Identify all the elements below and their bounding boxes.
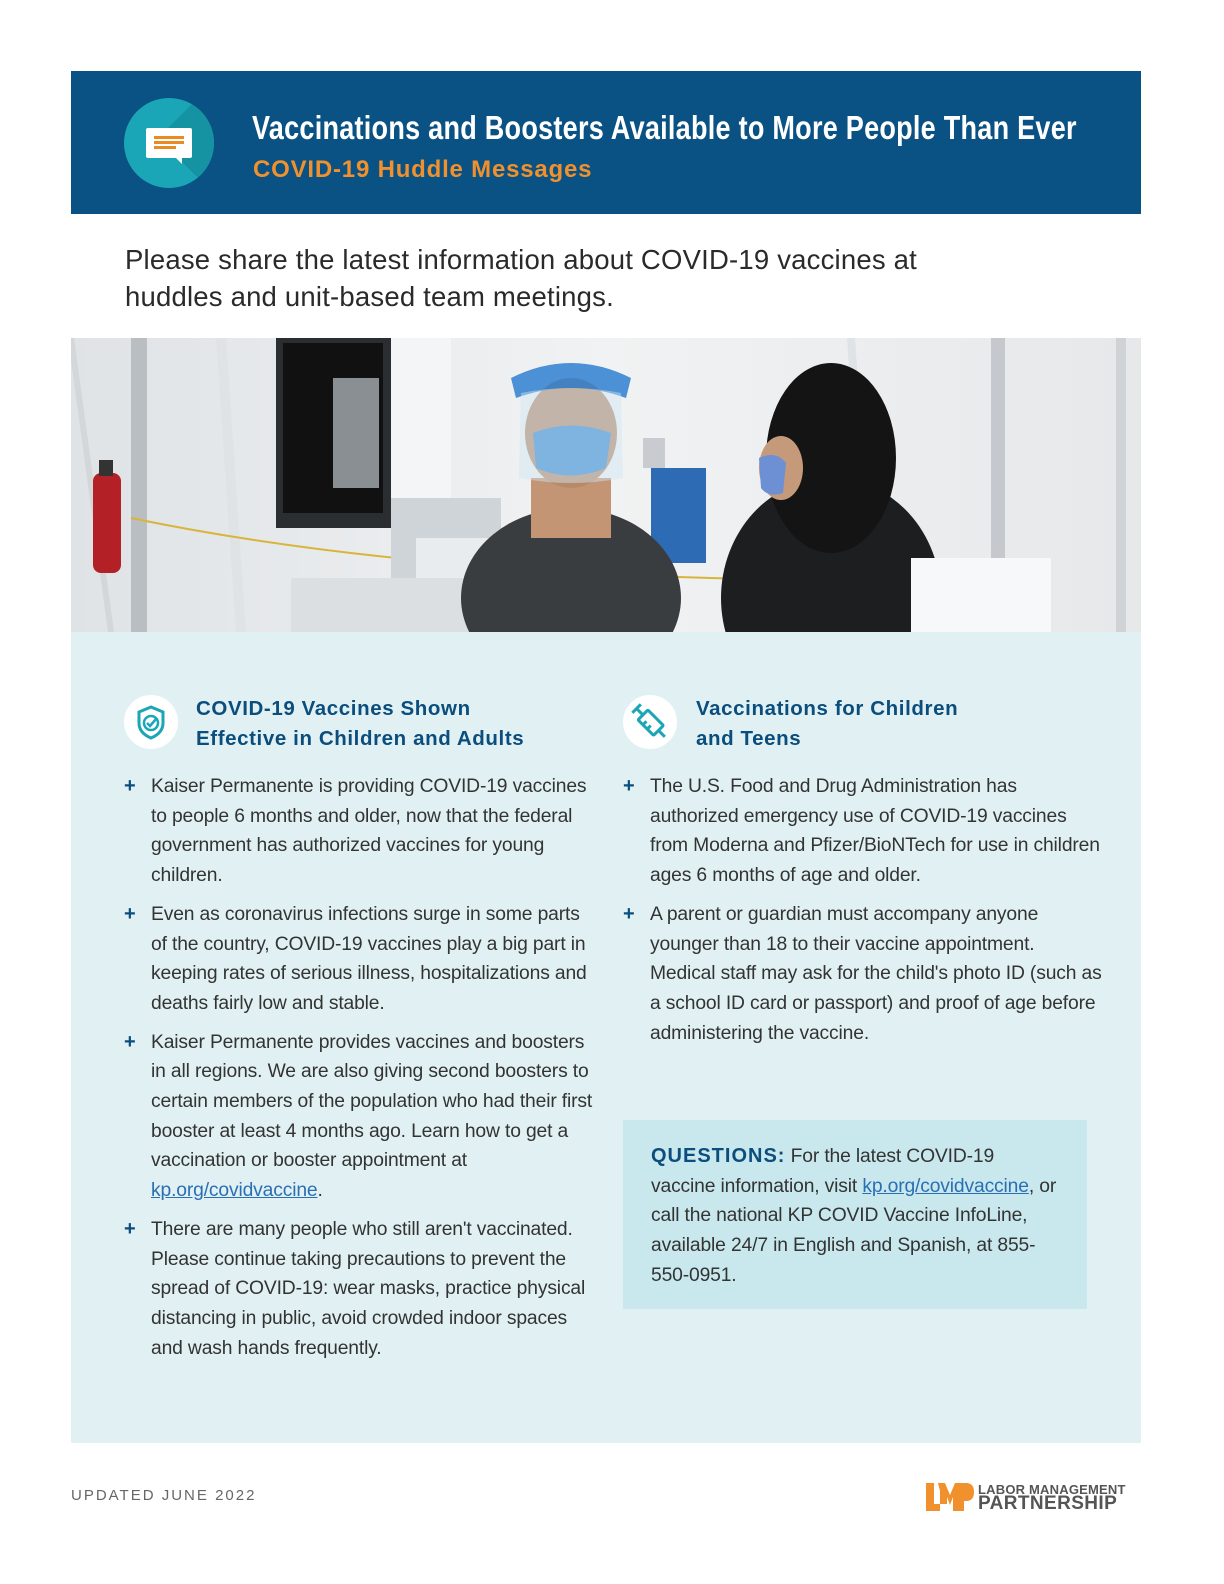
photo-illustration [71, 338, 1141, 632]
plus-bullet-icon: + [623, 902, 635, 925]
intro-text [125, 241, 1025, 315]
right-bullet-list [623, 772, 1105, 1057]
bullet-text: There are many people who still aren't vaccinated. Please continue taking precautions to prevent the spread of COVID-19: wear masks, practice physical distancing in public, avoid crowded indoor spaces and wash hands frequently. [151, 1218, 586, 1359]
section-title-line-1: Vaccinations for Children [696, 697, 959, 720]
vaccination-site-photo [71, 338, 1141, 632]
lmp-logo [926, 1481, 1141, 1513]
section-title-line-2: Effective in Children and Adults [196, 727, 525, 750]
logo-line-2: PARTNERSHIP [978, 1493, 1118, 1514]
logo-line-1: LABOR MANAGEMENT [978, 1482, 1126, 1497]
bullet-text: Even as coronavirus infections surge in some parts of the country, COVID-19 vaccines play a big part in keeping rates of serious illness, hospitalizations and deaths fairly low and stable. [151, 903, 587, 1014]
shield-check-icon [124, 695, 178, 749]
page-subtitle: COVID-19 Huddle Messages [253, 156, 593, 183]
chat-bubble-icon [124, 98, 214, 188]
bullet-text: Kaiser Permanente is providing COVID-19 vaccines to people 6 months and older, now that the federal government has authorized vaccines for young children. [151, 776, 587, 887]
left-bullet-list [124, 772, 599, 1372]
header-banner [71, 71, 1141, 214]
updated-date: UPDATED JUNE 2022 [71, 1487, 257, 1504]
plus-bullet-icon: + [124, 1217, 136, 1240]
lmp-logo-mark [926, 1481, 974, 1513]
list-item [623, 900, 1105, 1049]
bullet-text: The U.S. Food and Drug Administration has authorized emergency use of COVID-19 vaccines from Moderna and Pfizer/BioNTech for use in children ages 6 months of age and older. [650, 776, 1100, 887]
questions-box [623, 1120, 1087, 1309]
questions-label: QUESTIONS: [651, 1145, 786, 1167]
plus-bullet-icon: + [124, 775, 136, 797]
section-title-vaccines-effective [196, 694, 524, 754]
plus-bullet-icon: + [124, 1030, 136, 1053]
page-title: Vaccinations and Boosters Available to More People Than Ever [252, 109, 1077, 146]
bullet-text: Kaiser Permanente provides vaccines and boosters in all regions. We are also giving second boosters to certain members of the population who had their first booster at least 4 months ago. Learn how to get a vaccination or booster appointment at [151, 1031, 593, 1172]
section-title-line-1: COVID-19 Vaccines Shown [196, 697, 471, 720]
syringe-icon [623, 695, 677, 749]
questions-text-end: , or call the national KP COVID Vaccine InfoLine, available 24/7 in English and Spanish, at 855-550-0951. [651, 1175, 1057, 1286]
plus-bullet-icon: + [623, 775, 635, 797]
list-item [124, 900, 599, 1019]
bullet-text-end: . [317, 1180, 323, 1202]
list-item [623, 772, 1105, 891]
list-item [124, 1028, 599, 1206]
kp-covidvaccine-link[interactable]: kp.org/covidvaccine [862, 1175, 1029, 1197]
section-title-line-2: and Teens [696, 727, 802, 750]
kp-covidvaccine-link[interactable]: kp.org/covidvaccine [151, 1180, 318, 1202]
list-item [124, 1215, 599, 1364]
intro-line-1: Please share the latest information about COVID-19 vaccines at [125, 244, 917, 275]
section-title-children-teens [696, 694, 958, 754]
plus-bullet-icon: + [124, 902, 136, 925]
bullet-text: A parent or guardian must accompany anyone younger than 18 to their vaccine appointment. Medical staff may ask for the child's photo ID (such as a school ID card or passport) and proof of age before administering the vaccine. [650, 903, 1102, 1044]
list-item [124, 772, 599, 891]
intro-line-2: huddles and unit-based team meetings. [125, 281, 614, 312]
questions-text: For the latest COVID-19 vaccine information, visit [651, 1146, 995, 1197]
